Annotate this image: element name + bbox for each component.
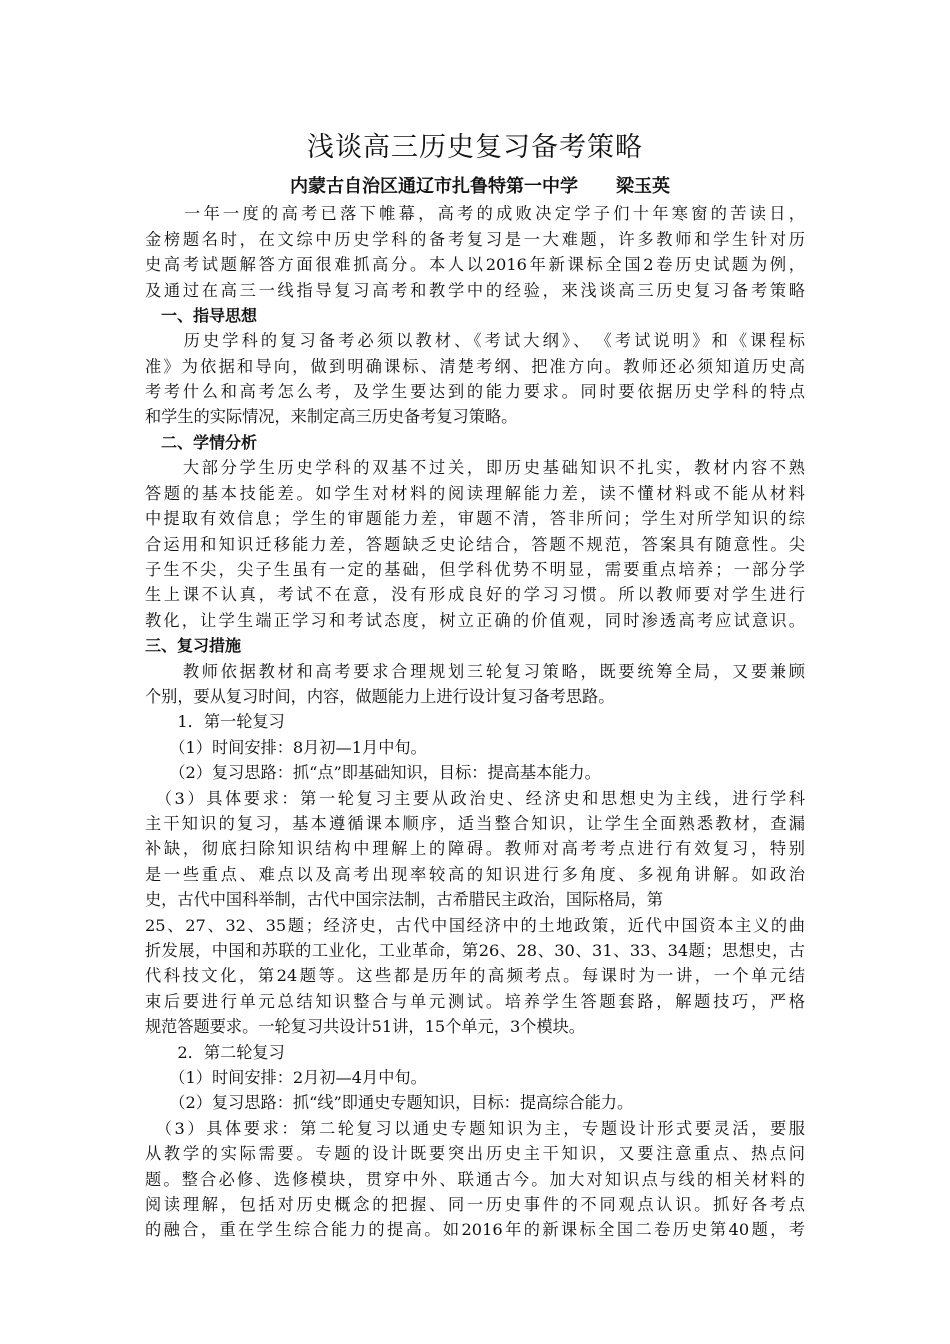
body-line: （1）时间安排：2月初—4月中旬。 [145, 1068, 427, 1087]
body-line: 中提取有效信息；学生的审题能力差，审题不清，答非所问；学生对所学知识的综 [145, 509, 805, 528]
body-line: 及通过在高三一线指导复习高考和教学中的经验，来浅谈高三历史复习备考策略 [145, 281, 805, 300]
body-line: 大部分学生历史学科的双基不过关，即历史基础知识不扎实，教材内容不熟 [145, 458, 805, 477]
body-line: 教化，让学生端正学习和考试态度，树立正确的价值观，同时渗透高考应试意识。 [145, 611, 805, 630]
author-line [290, 174, 670, 200]
body-line: 从教学的实际需要。专题的设计既要突出历史主干知识，又要注意重点、热点问 [145, 1144, 805, 1163]
body-line: 史，古代中国科举制，古代中国宗法制，古希腊民主政治，国际格局，第 [145, 890, 663, 909]
body-line: （2）复习思路：抓“点”即基础知识，目标：提高基本能力。 [145, 763, 601, 782]
subsection-heading: 1．第一轮复习 [145, 712, 285, 731]
body-line: 的融合，重在学生综合能力的提高。如2016年的新课标全国二卷历史第40题，考 [145, 1220, 805, 1239]
body-line: 规范答题要求。一轮复习共设计51讲，15个单元，3个模块。 [145, 1017, 585, 1036]
body-line: 史高考试题解答方面很难抓高分。本人以2016年新课标全国2卷历史试题为例， [145, 255, 805, 274]
body-line: 是一些重点、难点以及高考出现率较高的知识进行多角度、多视角讲解。如政治 [145, 865, 805, 884]
body-line: 生上课不认真，考试不在意，没有形成良好的学习习惯。所以教师要对学生进行 [145, 585, 805, 604]
author-school: 内蒙古自治区通辽市扎鲁特第一中学 [290, 176, 578, 197]
body-line: 束后要进行单元总结知识整合与单元测试。培养学生答题套路，解题技巧，严格 [145, 992, 805, 1011]
body-line: 阅读理解，包括对历史概念的把握、同一历史事件的不同观点认识。抓好各考点 [145, 1195, 805, 1214]
body-line: 考考什么和高考怎么考，及学生要达到的能力要求。同时要依据历史学科的特点 [145, 382, 805, 401]
subsection-heading: 2．第二轮复习 [145, 1043, 285, 1062]
body-line: 主干知识的复习，基本遵循课本顺序，适当整合知识，让学生全面熟悉教材，查漏 [145, 814, 805, 833]
body-line: 折发展，中国和苏联的工业化，工业革命，第26、28、30、31、33、34题；思想史，古 [145, 941, 805, 960]
body-line: 题。整合必修、选修模块，贯穿中外、联通古今。加大对知识点与线的相关材料的 [145, 1170, 805, 1189]
section-heading: 二、学情分析 [145, 433, 258, 452]
body-line: 个别，要从复习时间，内容，做题能力上进行设计复习备考思路。 [145, 687, 615, 706]
document-title: 浅谈高三历史复习备考策略 [307, 132, 643, 163]
body-line: 历史学科的复习备考必须以教材、《考试大纲》、 《考试说明》和《课程标 [145, 331, 805, 350]
body-line: 合运用和知识迁移能力差，答题缺乏史论结合，答题不规范，答案具有随意性。尖 [145, 535, 805, 554]
section-heading: 一、指导思想 [145, 306, 258, 325]
body-line: 金榜题名时，在文综中历史学科的备考复习是一大难题，许多教师和学生针对历 [145, 230, 805, 249]
body-line: 补缺，彻底扫除知识结构中理解上的障碍。教师对高考考点进行有效复习，特别 [145, 839, 805, 858]
author-name: 梁玉英 [616, 176, 670, 197]
section-heading: 三、复习措施 [145, 636, 242, 655]
body-line: 教师依据教材和高考要求合理规划三轮复习策略，既要统筹全局，又要兼顾 [145, 662, 805, 681]
body-line: 代科技文化，第24题等。这些都是历年的高频考点。每课时为一讲，一个单元结 [145, 966, 805, 985]
body-line: （2）复习思路：抓“线”即通史专题知识，目标：提高综合能力。 [145, 1093, 634, 1112]
body-line: （3）具体要求：第一轮复习主要从政治史、经济史和思想史为主线，进行学科 [145, 789, 805, 808]
body-line: 答题的基本技能差。如学生对材料的阅读理解能力差，读不懂材料或不能从材料 [145, 484, 805, 503]
body-line: 和学生的实际情况，来制定高三历史备考复习策略。 [145, 407, 518, 426]
body-line: （3）具体要求：第二轮复习以通史专题知识为主，专题设计形式要灵活，要服 [145, 1119, 805, 1138]
body-line: 准》为依据和导向，做到明确课标、清楚考纲、把准方向。教师还必须知道历史高 [145, 357, 805, 376]
body-line: （1）时间安排：8月初—1月中旬。 [145, 738, 427, 757]
body-line: 25、27、32、35题；经济史，古代中国经济中的土地政策，近代中国资本主义的曲 [145, 916, 805, 935]
body-line: 一年一度的高考已落下帷幕，高考的成败决定学子们十年寒窗的苦读日， [145, 204, 805, 223]
body-line: 子生不尖，尖子生虽有一定的基础，但学科优势不明显，需要重点培养；一部分学 [145, 560, 805, 579]
